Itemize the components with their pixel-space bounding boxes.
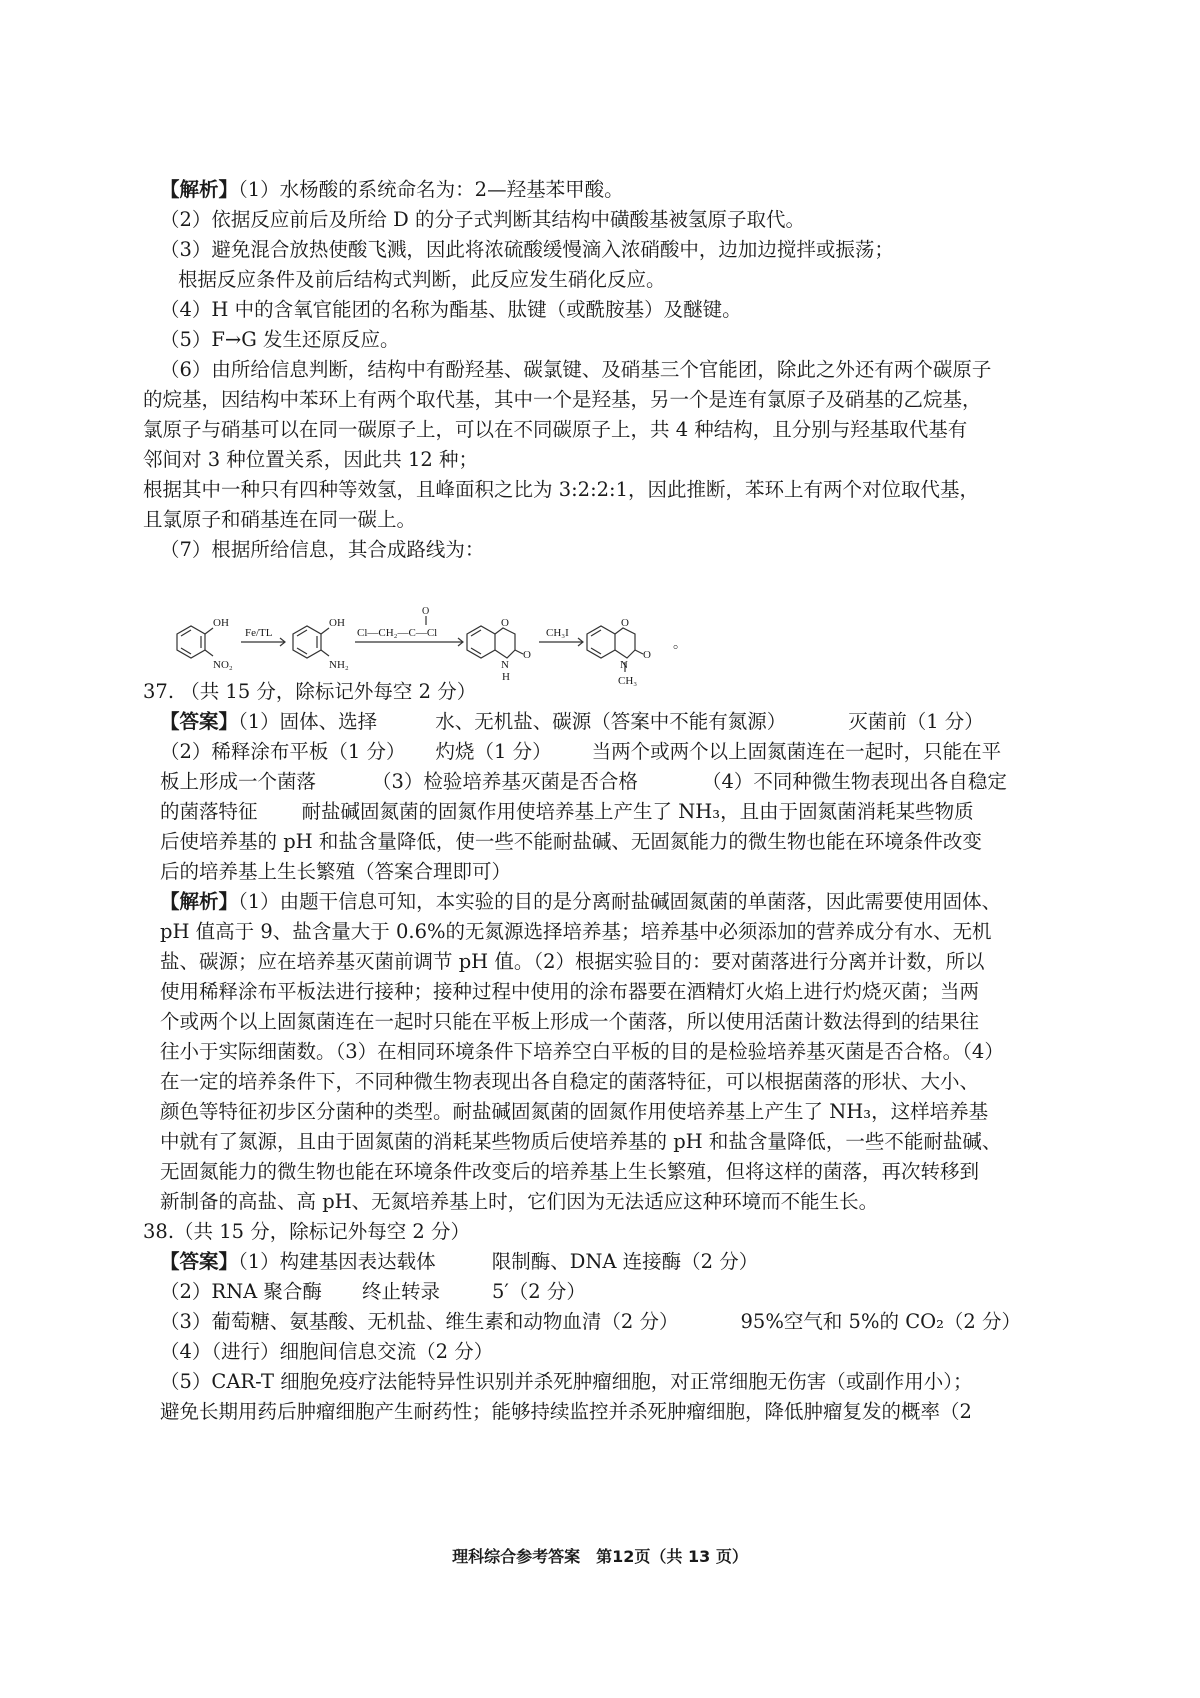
ring-o-label: O (501, 617, 509, 629)
q38-header: 38.（共 15 分，除标记外每空 2 分） (143, 1220, 471, 1243)
scheme-period: 。 (673, 637, 687, 652)
q38-answer-line-4: （4）（进行）细胞间信息交流（2 分） (160, 1340, 494, 1363)
oh-label-1: OH (213, 617, 229, 629)
answer-label: 【答案】 (160, 1250, 239, 1273)
q38-answer-line-3: （3）葡萄糖、氨基酸、无机盐、维生素和动物血清（2 分） 95%空气和 5%的 CO₂（2 分） (160, 1310, 1022, 1333)
q36-line-7: （6）由所给信息判断，结构中有酚羟基、碳氯键、及硝基三个官能团，除此之外还有两个碳原子 (160, 358, 992, 381)
analysis-label: 【解析】 (160, 890, 239, 913)
molecule-nitrophenol (177, 617, 233, 671)
q36-line-10: 邻间对 3 种位置关系，因此共 12 种； (143, 448, 479, 471)
ch3-label: CH₃ (618, 675, 638, 687)
q36-line-13: （7）根据所给信息，其合成路线为： (160, 538, 485, 561)
molecule-aminophenol (293, 617, 349, 671)
q37-answer-line-6: 后的培养基上生长繁殖（答案合理即可） (160, 860, 512, 883)
q36-line-5: （4）H 中的含氧官能团的名称为酯基、肽键（或酰胺基）及醚键。 (160, 298, 742, 321)
molecule-n-methyl-benzoxazinone (587, 617, 651, 687)
q37-analysis-line-1: 【解析】（1）由题干信息可知，本实验的目的是分离耐盐碱固氮菌的单菌落，因此需要使用固体、 (160, 890, 1002, 913)
q36-line-3: （3）避免混合放热使酸飞溅，因此将浓硫酸缓慢滴入浓硝酸中，边加边搅拌或振荡； (160, 238, 894, 261)
q37-answer-line-3: 板上形成一个菌落 （3）检验培养基灭菌是否合格 （4）不同种微生物表现出各自稳定 (160, 770, 1007, 793)
q37-answer-line-4: 的菌落特征 耐盐碱固氮菌的固氮作用使培养基上产生了 NH₃，且由于固氮菌消耗某些物质 (160, 800, 974, 823)
q37-analysis-line-7: 在一定的培养条件下，不同种微生物表现出各自稳定的菌落特征，可以根据菌落的形状、大小、 (160, 1070, 980, 1093)
h-label: H (502, 671, 510, 683)
ring-o-label-2: O (621, 617, 629, 629)
q37-answer-line-5: 后使培养基的 pH 和盐含量降低，使一些不能耐盐碱、无固氮能力的微生物也能在环境条件改变 (160, 830, 982, 853)
no2-label: NO₂ (213, 659, 233, 671)
q37-analysis-line-6: 往小于实际细菌数。（3）在相同环境条件下培养空白平板的目的是检验培养基灭菌是否合格。（4） (160, 1040, 1004, 1063)
reagent-fe-tl: Fe/TL (245, 627, 273, 639)
q37-analysis-line-3: 盐、碳源；应在培养基灭菌前调节 pH 值。（2）根据实验目的：要对菌落进行分离并计数，所以 (160, 950, 985, 973)
q36-line-2: （2）依据反应前后及所给 D 的分子式判断其结构中磺酸基被氢原子取代。 (160, 208, 805, 231)
q36-line-8: 的烷基，因结构中苯环上有两个取代基，其中一个是羟基，另一个是连有氯原子及硝基的乙烷基， (143, 388, 982, 411)
q38-answer-line-1: 【答案】（1）构建基因表达载体 限制酶、DNA 连接酶（2 分） (160, 1250, 759, 1273)
reagent-ch3i: CH₃I (546, 627, 569, 639)
oh-label-2: OH (329, 617, 345, 629)
q37-analysis-line-2: pH 值高于 9、盐含量大于 0.6%的无氮源选择培养基；培养基中必须添加的营养成分有水、无机 (160, 920, 992, 943)
q36-line-12: 且氯原子和硝基连在同一碳上。 (143, 508, 417, 531)
q38-answer-line-2: （2）RNA 聚合酶 终止转录 5′（2 分） (160, 1280, 586, 1303)
q36-line-11: 根据其中一种只有四种等效氢，且峰面积之比为 3:2:2:1，因此推断，苯环上有两个对位取代基， (143, 478, 980, 501)
q36-line-9: 氯原子与硝基可以在同一碳原子上，可以在不同碳原子上，共 4 种结构，且分别与羟基取代基有 (143, 418, 968, 441)
analysis-label: 【解析】 (160, 178, 239, 201)
reagent-chloroacetyl-chloride: Cl—CH₂—C—Cl (357, 627, 438, 639)
q37-header: 37. （共 15 分，除标记外每空 2 分） (143, 680, 477, 703)
molecule-benzoxazinone (467, 617, 531, 683)
n-label: N (501, 659, 509, 671)
q37-analysis-line-4: 使用稀释涂布平板法进行接种；接种过程中使用的涂布器要在酒精灯火焰上进行灼烧灭菌；当两 (160, 980, 980, 1003)
q38-answer-line-6: 避免长期用药后肿瘤细胞产生耐药性；能够持续监控并杀死肿瘤细胞，降低肿瘤复发的概率（2 (160, 1400, 972, 1423)
q37-analysis-line-5: 个或两个以上固氮菌连在一起时只能在平板上形成一个菌落，所以使用活菌计数法得到的结果往 (160, 1010, 980, 1033)
q38-answer-line-5: （5）CAR-T 细胞免疫疗法能特异性识别并杀死肿瘤细胞，对正常细胞无伤害（或副作用小）； (160, 1370, 973, 1393)
page-footer: 理科综合参考答案 第12页（共 13 页） (452, 1547, 748, 1566)
nh2-label: NH₂ (329, 659, 349, 671)
keto-o-label-2: O (643, 649, 651, 661)
n-methyl-label: N (620, 659, 628, 671)
answer-label: 【答案】 (160, 710, 239, 733)
q37-answer-line-1: 【答案】（1）固体、选择 水、无机盐、碳源（答案中不能有氮源） 灭菌前（1 分） (160, 710, 984, 733)
q37-analysis-line-10: 无固氮能力的微生物也能在环境条件改变后的培养基上生长繁殖，但将这样的菌落，再次转移到 (160, 1160, 980, 1183)
q37-analysis-line-9: 中就有了氮源，且由于固氮菌的消耗某些物质后使培养基的 pH 和盐含量降低，一些不能耐盐碱、 (160, 1130, 1002, 1153)
q36-line-4: 根据反应条件及前后结构式判断，此反应发生硝化反应。 (178, 268, 666, 291)
keto-o-label: O (523, 649, 531, 661)
carbonyl-o-label: O (422, 606, 430, 617)
q37-analysis-line-8: 颜色等特征初步区分菌种的类型。耐盐碱固氮菌的固氮作用使培养基上产生了 NH₃，这样培养基 (160, 1100, 989, 1123)
q37-analysis-line-11: 新制备的高盐、高 pH、无氮培养基上时，它们因为无法适应这种环境而不能生长。 (160, 1190, 879, 1213)
q36-analysis-line-1: 【解析】（1）水杨酸的系统命名为：2—羟基苯甲酸。 (160, 178, 624, 201)
q37-answer-line-2: （2）稀释涂布平板（1 分） 灼烧（1 分） 当两个或两个以上固氮菌连在一起时，只能在平 (160, 740, 1002, 763)
q36-line-6: （5）F→G 发生还原反应。 (160, 328, 400, 351)
